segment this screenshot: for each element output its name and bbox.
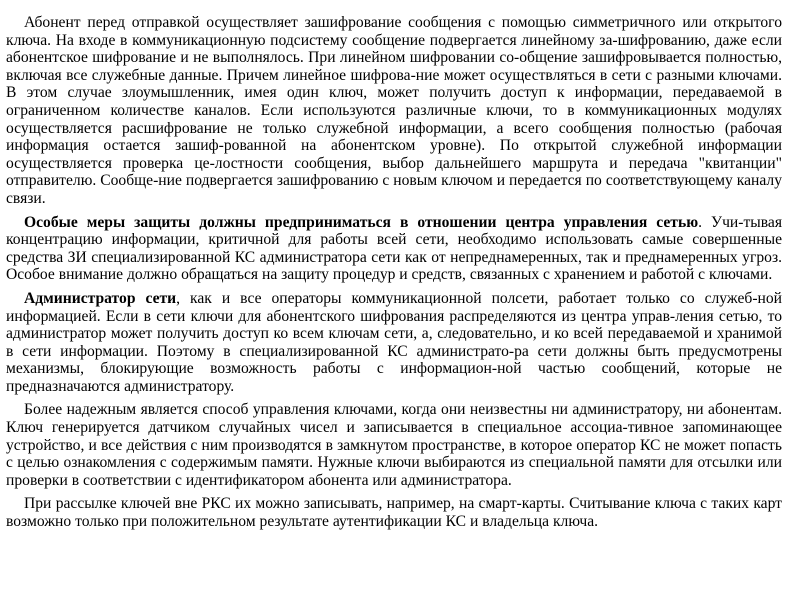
paragraph-network-control-center — [6, 214, 782, 284]
paragraph-network-administrator — [6, 290, 782, 396]
paragraph-smart-cards — [6, 495, 782, 530]
paragraph-key-management — [6, 401, 782, 489]
paragraph-text: Более надежным является способ управления ключами, когда они неизвестны ни администратору, ни абонентам. Ключ генерируется датчиком случайных чисел и записывается в специальное ассоциа-тивное запоминающее устройство, и все действия с ним производятся в замкнутом пространстве, в которое оператор КС не может попасть с целью ознакомления с содержимым памяти. Нужные ключи выбираются из специальной памяти для отсылки или проверки в соответствии с идентификатором абонента или администратора. — [6, 401, 782, 489]
paragraph-text: , как и все операторы коммуникационной полсети, работает только со служеб-ной информацией. Если в сети ключи для абонентского шифрования распределяются из центра управ-ления сетью, то администратор может получить доступ ко всем ключам сети, а, следовательно, и ко всей передаваемой и хранимой в сети информации. Поэтому в специализированной КС администрато-ра сети должны быть предусмотрены механизмы, блокирующие возможность работы с информацион-ной частью сообщений, которые не предназначаются администратору. — [6, 289, 782, 395]
paragraph-subscriber-encryption — [6, 14, 782, 208]
paragraph-text: . Учи-тывая концентрацию информации, критичной для работы всей сети, необходимо использовать самые совершенные средства ЗИ специализированной КС администратора сети как от непреднамеренных, так и преднамеренных угроз. Особое внимание должно обращаться на защиту процедур и средств, связанных с хранением и работой с ключами. — [6, 213, 782, 284]
paragraph-lead-bold: Особые меры защиты должны предприниматься в отношении центра управления сетью — [24, 213, 699, 231]
paragraph-text: Абонент перед отправкой осуществляет зашифрование сообщения с помощью симметричного или открытого ключа. На входе в коммуникационную подсистему сообщение подвергается линейному за-шифрованию, даже если абонентское шифрование и не выполнялось. При линейном шифровании со-общение зашифровывается полностью, включая все служебные данные. Причем линейное шифрова-ние может осуществляться в сети с разными ключами. В этом случае злоумышленник, имея один ключ, может получить доступ к информации, передаваемой в ограниченном количестве каналов. Если используются различные ключи, то в коммуникационных модулях осуществляется расшифрование не только служебной информации, а всего сообщения полностью (рабочая информация остается зашиф-рованной на абонентском уровне). По открытой служебной информации осуществляется проверка це-лостности сообщения, выбор дальнейшего маршрута и передача "квитанции" отправителю. Сообще-ние подвергается зашифрованию с новым ключом и передается по соответствующему каналу связи. — [6, 14, 782, 207]
paragraph-lead-bold: Администратор сети — [24, 289, 177, 307]
paragraph-text: При рассылке ключей вне РКС их можно записывать, например, на смарт-карты. Считывание ключа с таких карт возможно только при положительном результате аутентификации КС и владельца ключа. — [6, 495, 782, 531]
